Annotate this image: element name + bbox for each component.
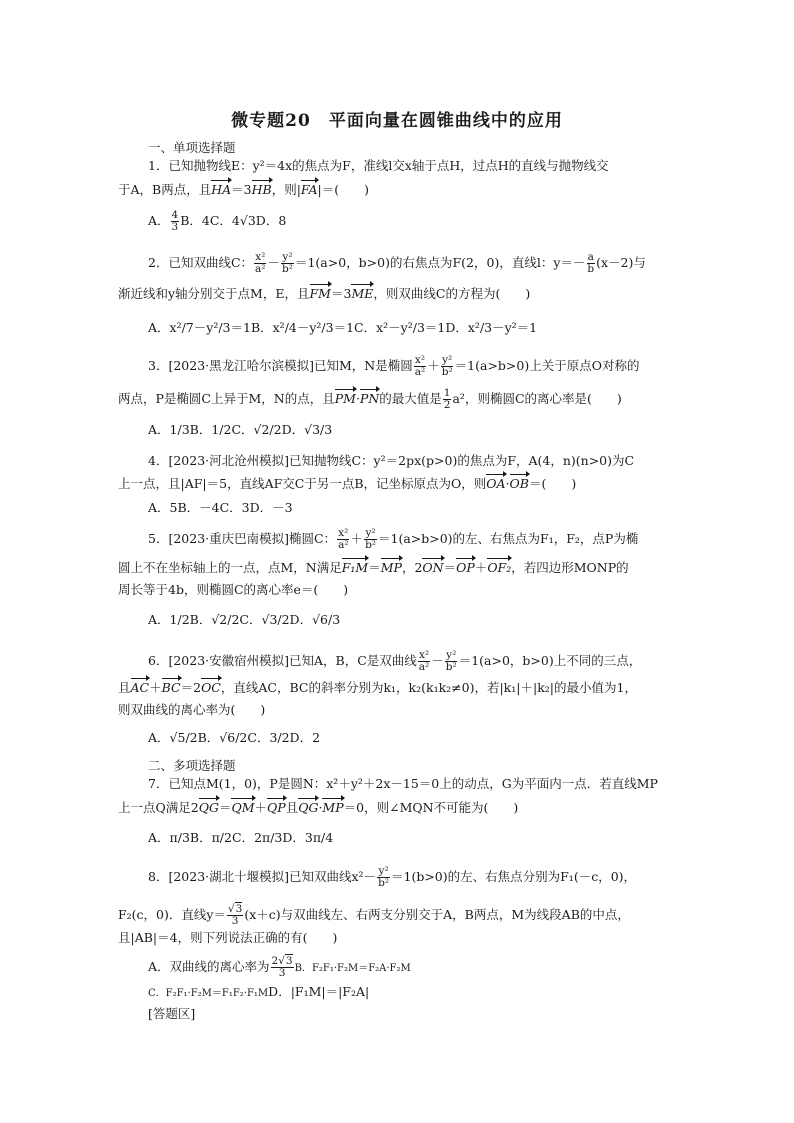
page-title: 微专题20 平面向量在圆锥曲线中的应用 [231,111,563,131]
question-8-line-1: 8．[2023·湖北十堰模拟]已知双曲线x²－ $\frac{\text{y²}}{\text{b²}}$ ＝1(b>0)的左、右焦点分别为F₁(－c，0)， [148,865,637,889]
question-7-line-2: 上一点Q满足2QG＝QM＋QP且QG·MP＝0，则∠MQN不可能为( ) [118,800,519,815]
question-8-line-3: 且|AB|＝4，则下列说法正确的有( ) [118,930,338,945]
question-6-line-2: 且AC＋BC＝2OC，直线AC，BC的斜率分别为k₁，k₂(k₁k₂≠0)，若|k₁|＋|k₂|的最小值为1， [118,680,637,695]
section-multi-choice: 二、多项选择题 [148,758,236,773]
answer-area-label: [答题区] [148,1006,196,1021]
question-6-options: A．√5/2B．√6/2C．3/2D．2 [148,730,321,745]
question-3-line-2: 两点，P是椭圆C上异于M，N的点，且PM·PN的最大值是 $\frac{1}{2}$ a²，则椭圆C的离心率是( ) [118,387,622,411]
question-5-line-2: 圆上不在坐标轴上的一点，点M，N满足F₁M＝MP，2ON＝OP＋OF₂，若四边形MONP的 [118,560,629,575]
question-2-options: A．x²/7－y²/3＝1B．x²/4－y²/3＝1C．x²－y²/3＝1D．x²/3－y²＝1 [148,320,538,335]
question-1-options: A． $\frac{4}{3}$ B．4C．4√3D．8 [148,209,287,233]
question-5-options: A．1/2B．√2/2C．√3/2D．√6/3 [148,612,341,627]
section-single-choice: 一、单项选择题 [148,140,236,155]
question-4-line-2: 上一点，且|AF|＝5，直线AF交C于另一点B，记坐标原点为O，则OA·OB＝( ) [118,476,577,491]
question-1-line-2: 于A，B两点，且HA＝3HB，则|FA|＝( ) [118,182,370,197]
question-8-line-2: F₂(c，0)．直线y＝ $\frac{√3}{3}$ (x＋c)与双曲线左、右两支分别交于A，B两点，M为线段AB的中点， [118,903,630,927]
question-2-line-1: 2．已知双曲线C： $\frac{\text{x²}}{\text{a²}}$ － $\frac{\text{y²}}{\text{b²}}$ ＝1(a>0，b>0)的右焦点为F(2，0)，直线l：y＝－ $\frac{a}{b}$ (x－2)与 [148,251,646,275]
question-4-line-1: 4．[2023·河北沧州模拟]已知抛物线C：y²＝2px(p>0)的焦点为F，A(4，n)(n>0)为C [148,453,635,468]
question-7-options: A．π/3B．π/2C．2π/3D．3π/4 [148,830,334,845]
question-7-line-1: 7．已知点M(1，0)，P是圆N：x²＋y²＋2x－15＝0上的动点，G为平面内一点．若直线MP [148,776,658,791]
question-8-option-a-b: A．双曲线的离心率为 $\frac{2√3}{3}$ B．F₂F₁·F₂M＝F₂A·F₂M [148,955,411,979]
question-3-options: A．1/3B．1/2C．√2/2D．√3/3 [148,422,333,437]
question-5-line-1: 5．[2023·重庆巴南模拟]椭圆C： $\frac{\text{x²}}{\text{a²}}$ ＋ $\frac{\text{y²}}{\text{b²}}$ ＝1(a>b>0)的左、右焦点为F₁，F₂，点P为椭 [148,527,639,551]
question-1-line-1: 1．已知抛物线E：y²＝4x的焦点为F，准线l交x轴于点H，过点H的直线与抛物线交 [148,158,609,173]
question-6-line-1: 6．[2023·安徽宿州模拟]已知A，B，C是双曲线 $\frac{\text{x²}}{\text{a²}}$ － $\frac{\text{y²}}{\text{b²}}$ ＝1(a>0，b>0)上不同的三点， [148,649,642,673]
question-4-options: A．5B．－4C．3D．－3 [148,500,293,515]
question-6-line-3: 则双曲线的离心率为( ) [118,702,266,717]
question-3-line-1: 3．[2023·黑龙江哈尔滨模拟]已知M，N是椭圆 $\frac{\text{x²}}{\text{a²}}$ ＋ $\frac{\text{y²}}{\text{b²}}$ ＝1(a>b>0)上关于原点O对称的 [148,354,640,378]
question-2-line-2: 渐近线和y轴分别交于点M，E，且FM＝3ME，则双曲线C的方程为( ) [118,286,531,301]
question-5-line-3: 周长等于4b，则椭圆C的离心率e＝( ) [118,582,349,597]
question-8-option-c-d: C．F₂F₁·F₂M＝F₁F₂·F₁MD．|F₁M|＝|F₂A| [148,984,370,999]
